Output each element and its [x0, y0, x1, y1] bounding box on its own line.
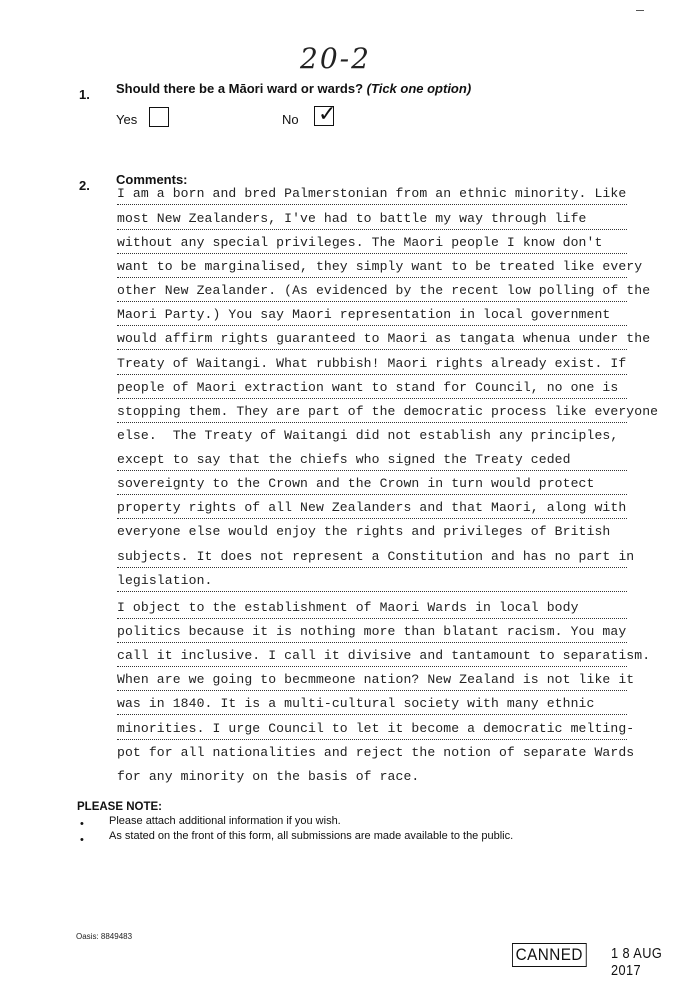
note-item-1: Please attach additional information if you wish.	[109, 815, 341, 827]
comment-line: people of Maori extraction want to stand for Council, no one is	[117, 380, 619, 395]
option-yes-checkbox[interactable]	[149, 107, 169, 127]
scan-mark	[636, 10, 644, 16]
dotted-writing-line	[117, 301, 627, 302]
question-2-number: 2.	[79, 178, 90, 193]
dotted-writing-line	[117, 398, 627, 399]
dotted-writing-line	[117, 277, 627, 278]
option-yes-label: Yes	[116, 112, 138, 127]
comment-line: everyone else would enjoy the rights and privileges of British	[117, 524, 611, 539]
dotted-writing-line	[117, 567, 627, 568]
dotted-writing-line	[117, 714, 627, 715]
question-1-hint: (Tick one option)	[366, 81, 472, 96]
stamp-date: 1 8 AUG 2017	[611, 945, 663, 979]
dotted-writing-line	[117, 325, 627, 326]
dotted-writing-line	[117, 253, 627, 254]
comment-line: Maori Party.) You say Maori representation in local government	[117, 307, 611, 322]
dotted-writing-line	[117, 470, 627, 471]
comment-line: sovereignty to the Crown and the Crown in turn would protect	[117, 476, 595, 491]
dotted-writing-line	[117, 204, 627, 205]
question-1-label: Should there be a Māori ward or wards?	[116, 81, 364, 96]
comment-line: for any minority on the basis of race.	[117, 769, 420, 784]
comment-line: I object to the establishment of Maori Wards in local body	[117, 600, 579, 615]
question-1-text	[116, 81, 471, 96]
comment-line: politics because it is nothing more than blatant racism. You may	[117, 624, 627, 639]
dotted-writing-line	[117, 591, 627, 592]
comment-line: I am a born and bred Palmerstonian from an ethnic minority. Like	[117, 186, 627, 201]
dotted-writing-line	[117, 642, 627, 643]
comments-label: Comments:	[116, 172, 188, 187]
comment-line: minorities. I urge Council to let it become a democratic melting-	[117, 721, 635, 736]
comment-line: property rights of all New Zealanders and that Maori, along with	[117, 500, 627, 515]
comment-line: else. The Treaty of Waitangi did not establish any principles,	[117, 428, 619, 443]
comment-line: stopping them. They are part of the democratic process like everyone	[117, 404, 659, 419]
note-item-2: As stated on the front of this form, all submissions are made available to the public.	[109, 830, 514, 842]
comment-line: call it inclusive. I call it divisive and tantamount to separatism.	[117, 648, 651, 663]
comment-line: pot for all nationalities and reject the notion of separate Wards	[117, 745, 635, 760]
dotted-writing-line	[117, 666, 627, 667]
option-no-checkbox[interactable]	[314, 101, 337, 126]
dotted-writing-line	[117, 518, 627, 519]
comment-line: subjects. It does not represent a Constitution and has no part in	[117, 549, 635, 564]
dotted-writing-line	[117, 349, 627, 350]
comment-line: want to be marginalised, they simply want to be treated like every	[117, 259, 643, 274]
scanned-stamp: CANNED	[512, 943, 587, 967]
dotted-writing-line	[117, 229, 627, 230]
comment-line: legislation.	[117, 573, 213, 588]
bullet-icon: •	[80, 818, 84, 830]
bullet-icon: •	[80, 834, 84, 846]
option-no-label: No	[282, 112, 299, 127]
question-1-number: 1.	[79, 87, 90, 102]
dotted-writing-line	[117, 374, 627, 375]
oasis-number: Oasis: 8849483	[76, 932, 133, 941]
comment-line: Treaty of Waitangi. What rubbish! Maori rights already exist. If	[117, 356, 627, 371]
comment-line: most New Zealanders, I've had to battle my way through life	[117, 211, 587, 226]
dotted-writing-line	[117, 739, 627, 740]
comment-line: other New Zealander. (As evidenced by the recent low polling of the	[117, 283, 651, 298]
comment-line: without any special privileges. The Maori people I know don't	[117, 235, 603, 250]
note-title: PLEASE NOTE:	[77, 801, 162, 813]
checkmark-icon: ✓	[318, 101, 337, 126]
dotted-writing-line	[117, 494, 627, 495]
dotted-writing-line	[117, 618, 627, 619]
comment-line: When are we going to becmmeone nation? New Zealand is not like it	[117, 672, 635, 687]
handwritten-reference: 20-2	[300, 42, 371, 75]
dotted-writing-line	[117, 690, 627, 691]
comment-line: except to say that the chiefs who signed the Treaty ceded	[117, 452, 571, 467]
dotted-writing-line	[117, 422, 627, 423]
comment-line: was in 1840. It is a multi-cultural society with many ethnic	[117, 696, 595, 711]
comment-line: would affirm rights guaranteed to Maori as tangata whenua under the	[117, 331, 651, 346]
